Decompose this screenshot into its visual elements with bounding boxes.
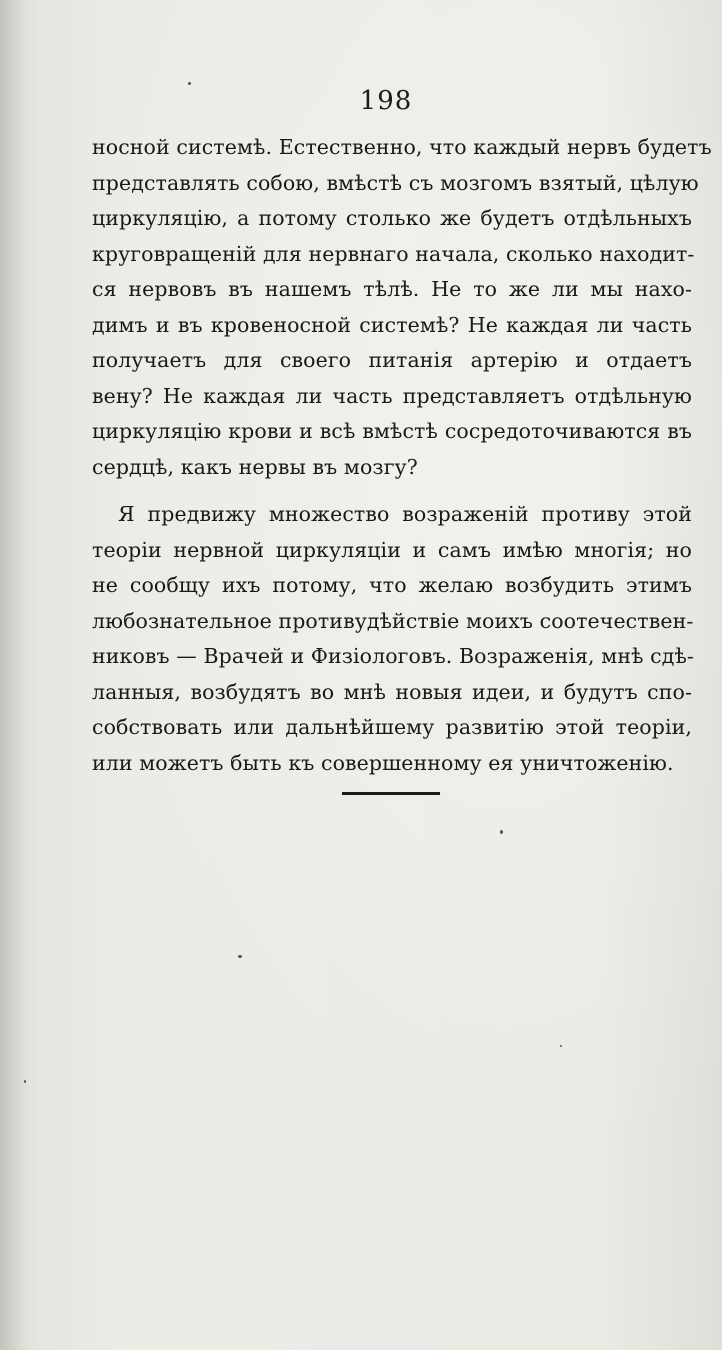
text-line: теоріи нервной циркуляціи и самъ имѣю многія; но bbox=[92, 537, 692, 562]
text-line: не сообщу ихъ потому, что желаю возбудить этимъ bbox=[92, 573, 692, 597]
text-line: или можетъ быть къ совершенному ея уничтоженію. bbox=[92, 750, 674, 775]
text-line: димъ и въ кровеносной системѣ? Не каждая ли часть bbox=[92, 312, 692, 337]
text-line: носной системѣ. Естественно, что каждый нервъ будетъ bbox=[92, 135, 712, 159]
text-line: получаетъ для своего питанія артерію и отдаетъ bbox=[92, 348, 692, 372]
text-line: собствовать или дальнѣйшему развитію этой теоріи, bbox=[92, 715, 692, 739]
text-body bbox=[92, 130, 712, 781]
text-line: вену? Не каждая ли часть представляетъ отдѣльную bbox=[92, 383, 692, 408]
text-line: сердцѣ, какъ нервы въ мозгу? bbox=[92, 454, 418, 479]
paragraph bbox=[92, 130, 712, 485]
gutter-shadow bbox=[0, 0, 26, 1350]
paper-speck bbox=[188, 82, 191, 85]
text-line: любознательное противудѣйствіе моихъ соотечествен- bbox=[92, 608, 694, 633]
text-line: Я предвижу множество возраженій противу этой bbox=[118, 502, 692, 526]
text-line: ланныя, возбудятъ во мнѣ новыя идеи, и будутъ спо- bbox=[92, 679, 692, 704]
text-line: циркуляцію, а потому столько же будетъ отдѣльныхъ bbox=[92, 206, 692, 230]
page-number: 198 bbox=[359, 86, 413, 116]
text-line: круговращеній для нервнаго начала, сколько находит- bbox=[92, 241, 695, 266]
paragraph bbox=[92, 497, 692, 781]
paper-speck bbox=[24, 1080, 26, 1083]
paper-speck bbox=[238, 955, 242, 958]
text-line: никовъ — Врачей и Физіологовъ. Возраженія, мнѣ сдѣ- bbox=[92, 644, 694, 668]
paper-speck bbox=[560, 1045, 562, 1047]
text-line: ся нервовъ въ нашемъ тѣлѣ. Не то же ли мы нахо- bbox=[92, 277, 692, 301]
paragraph-gap bbox=[92, 485, 692, 497]
paper-speck bbox=[500, 830, 503, 834]
text-line: представлять собою, вмѣстѣ съ мозгомъ взятый, цѣлую bbox=[92, 170, 699, 195]
section-end-rule bbox=[342, 792, 440, 795]
text-line: циркуляцію крови и всѣ вмѣстѣ сосредоточиваются въ bbox=[92, 419, 692, 443]
